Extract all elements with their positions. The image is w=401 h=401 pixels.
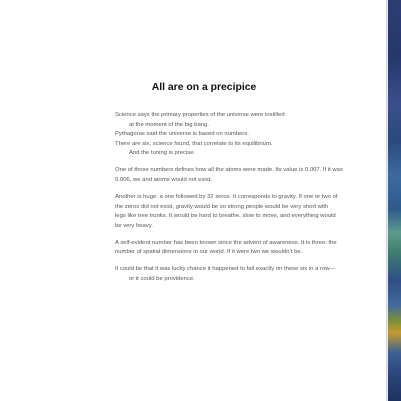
text-line: at the moment of the big bang. [129,121,209,128]
paragraph-2 [115,166,343,185]
text-line: A self-evident number has been known since the advent of awareness. It is three: the [115,239,337,246]
poem-body [115,111,343,292]
paragraph-3 [115,193,343,231]
text-line: Pythagoras said the universe is based on numbers. [115,131,249,138]
text-line: One of those numbers defines how all the atoms were made. Its value is 0.007. If it was [115,167,343,174]
text-line: legs like tree trunks. It would be hard to breathe, slow to move, and everything would [115,213,336,220]
paragraph-4 [115,239,343,258]
text-line: the zeros did not exist, gravity would be so strong people would be very short with [115,203,329,210]
text-line: It could be that it was lucky chance it happened to fall exactly on these six in a row— [115,266,336,273]
text-line: 0.006, we and atoms would not exist. [115,176,212,183]
text-line: Another is huge: a one followed by 32 zeros. It corresponds to gravity. If one or two of [115,193,338,200]
page-title: All are on a precipice [151,82,257,93]
text-line: be very heavy. [115,222,153,229]
adjacent-painted-page-edge [388,0,401,401]
text-line: Science says the primary properties of the universe were instilled [115,112,285,118]
paragraph-1 [115,111,343,159]
text-line: And the tuning is precise. [129,150,196,157]
text-line: number of spatial dimensions in our world. If it were two we wouldn’t be. [115,249,303,256]
text-line: or it could be providence. [129,275,195,282]
paragraph-5 [115,265,343,284]
text-line: There are six, science found, that correlate to its equilibrium. [115,140,273,147]
